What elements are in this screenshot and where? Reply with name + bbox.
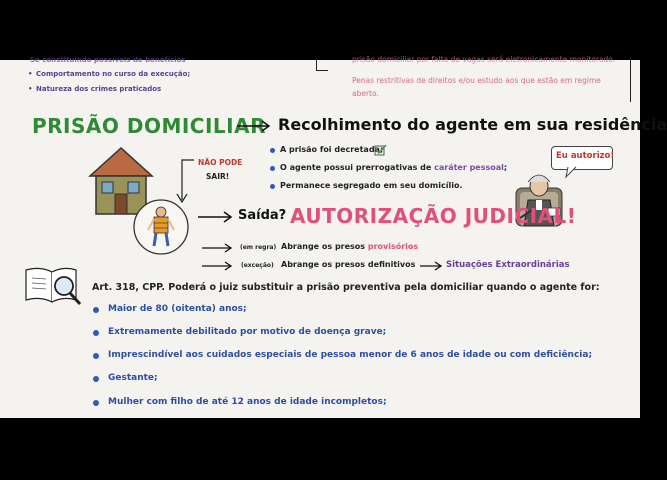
characteristic-2: O agente possui prerrogativas de caráter pessoal; bbox=[280, 163, 508, 172]
top-left-item-2: Comportamento no curso da execução; bbox=[36, 70, 191, 78]
top-right-line-2: Penas restritivas de direitos e/ou estudo aos que estão em regime bbox=[352, 76, 601, 85]
bullet-dot bbox=[93, 307, 99, 313]
highlight-text: caráter pessoal bbox=[434, 163, 504, 172]
bullet-dot: • bbox=[28, 70, 33, 78]
exception-text: Abrange os presos definitivos bbox=[281, 260, 416, 269]
letterbox-top bbox=[0, 0, 640, 60]
arrow-icon bbox=[196, 210, 236, 224]
arrow-icon bbox=[200, 260, 236, 272]
characteristic-3: Permanece segregado em seu domicílio. bbox=[280, 181, 463, 190]
bullet-dot bbox=[93, 376, 99, 382]
checkmark-icon bbox=[374, 144, 388, 156]
top-right-line-1: prisão domiciliar por falta de vagas será eletronicamente monitorado. bbox=[352, 55, 616, 64]
bullet-dot bbox=[93, 353, 99, 359]
bracket-line bbox=[316, 60, 317, 70]
top-right-line-3: aberto. bbox=[352, 89, 379, 98]
characteristic-1: A prisão foi decretada; bbox=[280, 145, 384, 154]
exit-label: Saída? bbox=[238, 208, 287, 223]
warning-line-1: NÃO PODE bbox=[198, 158, 243, 167]
speech-tail bbox=[566, 167, 580, 179]
bullet-dot bbox=[270, 148, 275, 153]
article-item-2: Extremamente debilitado por motivo de doença grave; bbox=[108, 327, 387, 337]
top-left-item-3: Natureza dos crimes praticados bbox=[36, 85, 162, 93]
magnifier-book-icon bbox=[24, 264, 84, 308]
bullet-dot bbox=[270, 184, 275, 189]
highlight-text: provisórios bbox=[367, 242, 419, 251]
box-border bbox=[630, 60, 631, 102]
arrow-icon bbox=[418, 260, 446, 272]
rule-tag: (em regra) bbox=[240, 244, 277, 251]
article-item-4: Gestante; bbox=[108, 373, 158, 383]
rule-text: Abrange os presos provisórios bbox=[281, 242, 419, 251]
arrow-icon bbox=[236, 120, 272, 132]
lesson-slide bbox=[0, 55, 667, 418]
exception-tag: (exceção) bbox=[241, 262, 274, 269]
warning-line-2: SAIR! bbox=[206, 172, 230, 181]
bullet-dot bbox=[93, 400, 99, 406]
top-left-item-1: Se constituindo possíveis de benefícios bbox=[30, 56, 186, 64]
judge-speech: Eu autorizo! bbox=[556, 151, 615, 161]
prisoner-figure-icon bbox=[132, 198, 190, 256]
bullet-dot bbox=[93, 330, 99, 336]
bullet-dot: • bbox=[28, 85, 33, 93]
article-intro: Art. 318, CPP. Poderá o juiz substituir a prisão preventiva pela domiciliar quando o agente for: bbox=[92, 282, 600, 293]
page-title: PRISÃO DOMICILIAR bbox=[32, 114, 266, 138]
bullet-dot bbox=[270, 166, 275, 171]
article-item-1: Maior de 80 (oitenta) anos; bbox=[108, 304, 247, 314]
bracket-line bbox=[316, 70, 328, 71]
article-item-5: Mulher com filho de até 12 anos de idade incompletos; bbox=[108, 397, 387, 407]
page-subtitle: Recolhimento do agente em sua residência bbox=[278, 115, 667, 134]
authorization-title: AUTORIZAÇÃO JUDICIAL! bbox=[290, 204, 577, 228]
exception-result: Situações Extraordinárias bbox=[446, 260, 570, 270]
letterbox-bottom bbox=[0, 418, 640, 480]
article-item-3: Imprescindível aos cuidados especiais de pessoa menor de 6 anos de idade ou com deficiência; bbox=[108, 350, 593, 360]
arrow-icon bbox=[200, 242, 236, 254]
